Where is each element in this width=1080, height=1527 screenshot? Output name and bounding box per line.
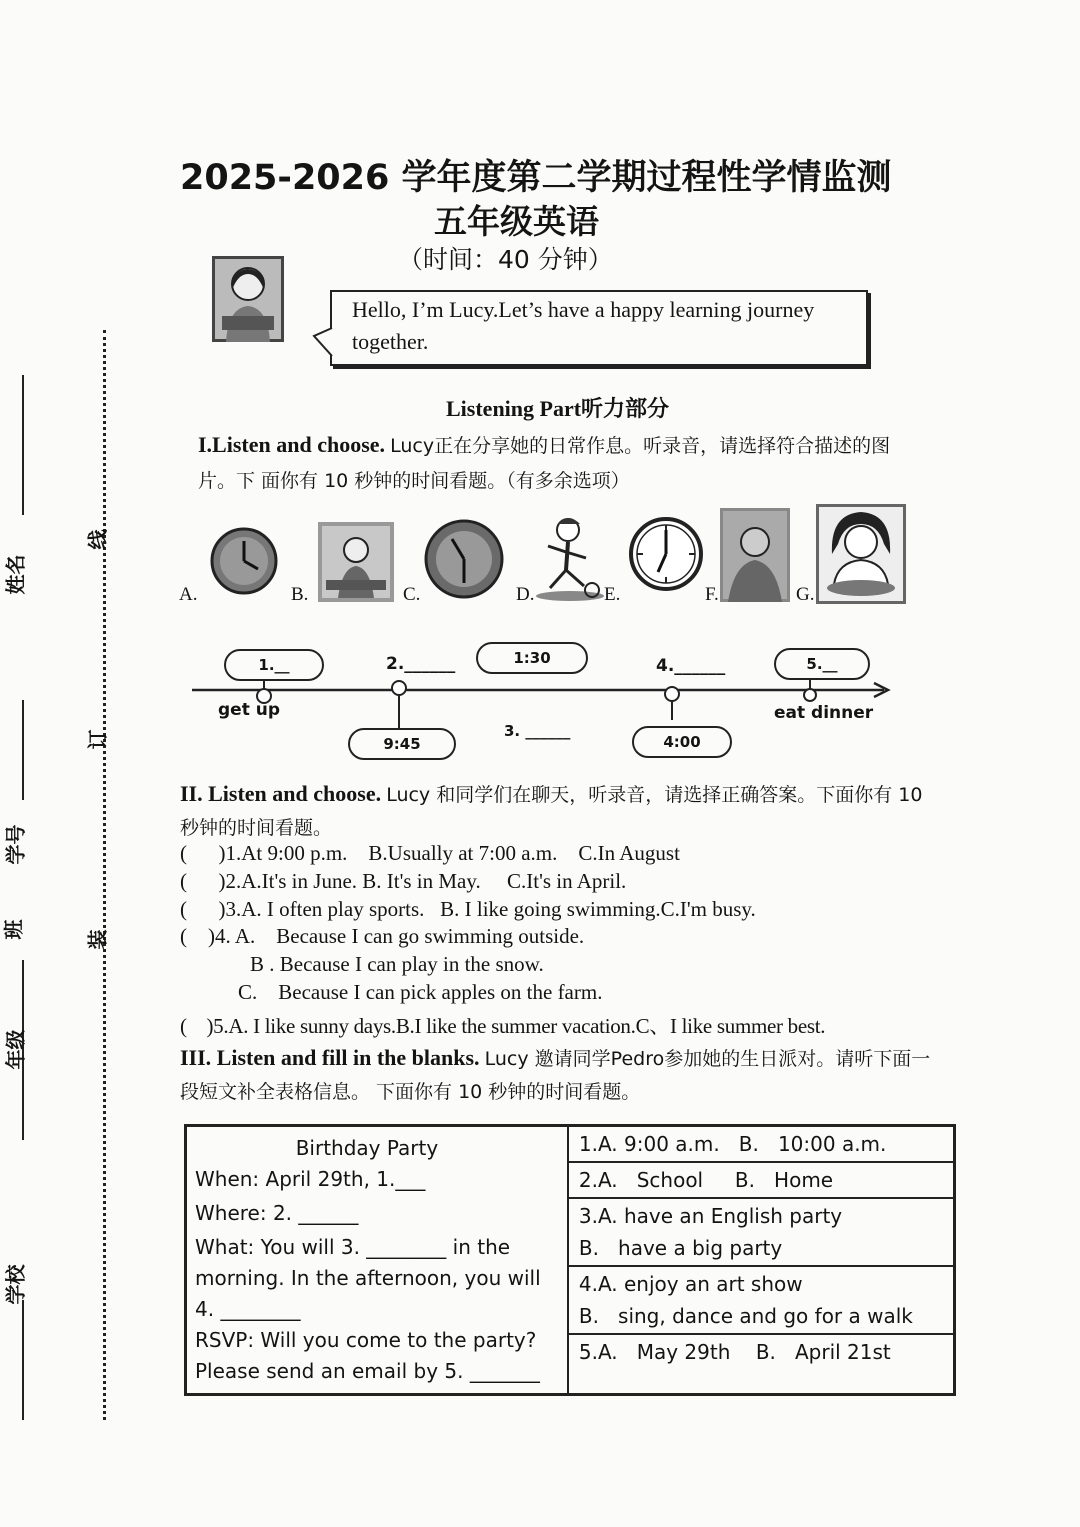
- picture-label-a: A.: [179, 584, 198, 605]
- girl-running-image: [534, 512, 606, 606]
- girl-gardening-image: [318, 522, 394, 606]
- option-5: 5.A. May 29th B. April 21st: [578, 1340, 891, 1364]
- question-5: ( )5.A. I like sunny days.B.I like the summer vacation.C、I like summer best.: [180, 1014, 826, 1038]
- part1-title: I.Listen and choose.: [198, 432, 386, 457]
- binding-dotted-line: [103, 330, 106, 1420]
- timeline-box-1: [224, 649, 324, 681]
- option-4b: B. sing, dance and go for a walk: [578, 1304, 913, 1328]
- margin-label-name: 姓名: [3, 554, 28, 595]
- timeline-item-5: 5.__: [806, 655, 838, 673]
- option-2: 2.A. School B. Home: [569, 1163, 953, 1199]
- timeline-box-400: [632, 726, 732, 758]
- part1-instruction-text: Lucy正在分享她的日常作息。听录音，请选择符合描述的图片。下 面你有 10 秒钟的时间看题。（有多余选项）: [198, 435, 891, 492]
- part2-instruction: [180, 778, 930, 845]
- margin-label-student-number: 学号: [3, 824, 28, 865]
- picture-label-b: B.: [291, 584, 309, 605]
- picture-label-c: C.: [403, 584, 421, 605]
- picture-label-f: F.: [705, 584, 719, 605]
- part2-title: II. Listen and choose.: [180, 781, 382, 806]
- cut-label-line: 线: [85, 529, 110, 550]
- lucy-portrait-image: [212, 256, 284, 342]
- option-3: [569, 1199, 953, 1267]
- timeline-item-1: 1.__: [258, 656, 290, 674]
- timeline-box-5: [774, 648, 870, 680]
- part3-title: III. Listen and fill in the blanks.: [180, 1045, 480, 1070]
- question-4-option-c: C. Because I can pick apples on the farm.: [238, 980, 603, 1004]
- timeline-box-945: [348, 728, 456, 760]
- speech-bubble: [330, 290, 868, 366]
- clock-c-image: [424, 517, 504, 605]
- party-where: Where: 2. ______: [195, 1201, 359, 1225]
- part2-instruction-text: Lucy 和同学们在聊天，听录音，请选择正确答案。下面你有 10 秒钟的时间看题。: [180, 784, 923, 839]
- question-2: ( )2.A.It's in June. B. It's in May. C.It's in April.: [180, 869, 627, 893]
- timeline-time-130: 1:30: [513, 649, 551, 667]
- timeline-box-130: [476, 642, 588, 674]
- timeline-time-945: 9:45: [383, 735, 421, 753]
- exam-subject: 五年级英语: [434, 202, 599, 241]
- timeline-item-2: 2.______: [386, 654, 456, 674]
- margin-blank-line: [22, 375, 24, 515]
- cut-label-bind: 订: [85, 729, 110, 750]
- part3-instruction-text: Lucy 邀请同学Pedro参加她的生日派对。请听下面一段短文补全表格信息。 下面你有 10 秒钟的时间看题。: [180, 1048, 931, 1103]
- listening-heading: Listening Part听力部分: [446, 396, 670, 421]
- picture-label-d: D.: [516, 584, 535, 605]
- timeline-item-4: 4.______: [656, 656, 726, 676]
- clock-a-image: [210, 525, 278, 601]
- birthday-party-table: [184, 1124, 956, 1396]
- question-3: ( )3.A. I often play sports. B. I like going swimming.C.I'm busy.: [180, 897, 756, 921]
- margin-blank-line: [22, 1300, 24, 1420]
- picture-label-g: G.: [796, 584, 815, 605]
- option-3b: B. have a big party: [578, 1236, 783, 1260]
- option-4: [569, 1267, 953, 1335]
- girl-sleeping-image: [720, 508, 790, 606]
- margin-label-class: 班: [1, 919, 26, 940]
- bubble-tail: [312, 326, 334, 364]
- party-info-cell: [186, 1126, 568, 1395]
- part3-instruction: [180, 1042, 940, 1109]
- margin-label-school: 学校: [3, 1264, 28, 1305]
- girl-eating-dinner-image: [816, 504, 906, 608]
- party-options-cell: [568, 1126, 955, 1395]
- exam-time: （时间：40 分钟）: [398, 245, 613, 274]
- question-4: ( )4. A. Because I can go swimming outside.: [180, 924, 585, 948]
- clock-e-image: [628, 512, 704, 600]
- party-rsvp: RSVP: Will you come to the party? Please send an email by 5. _______: [195, 1328, 540, 1383]
- party-heading: Birthday Party: [295, 1136, 439, 1160]
- bubble-text: Hello, I’m Lucy.Let’s have a happy learning journey together.: [352, 297, 815, 354]
- option-4a: 4.A. enjoy an art show: [578, 1272, 803, 1296]
- cut-label-staple: 装: [85, 929, 110, 950]
- option-3a: 3.A. have an English party: [578, 1204, 843, 1228]
- exam-title: 2025-2026 学年度第二学期过程性学情监测: [180, 158, 892, 198]
- timeline-time-400: 4:00: [663, 733, 701, 751]
- timeline-get-up: get up: [218, 700, 281, 720]
- margin-blank-line: [22, 700, 24, 800]
- timeline-eat-dinner: eat dinner: [774, 703, 874, 723]
- margin-label-grade: 年级: [3, 1029, 28, 1070]
- question-1: ( )1.At 9:00 p.m. B.Usually at 7:00 a.m. C.In August: [180, 841, 680, 865]
- picture-label-e: E.: [604, 584, 621, 605]
- party-what: What: You will 3. ________ in the morning. In the afternoon, you will 4. ________: [195, 1235, 541, 1321]
- question-4-option-b: B . Because I can play in the snow.: [250, 952, 544, 976]
- party-when: When: April 29th, 1.___: [195, 1167, 426, 1191]
- timeline-item-3: 3. ______: [504, 722, 571, 740]
- option-1: 1.A. 9:00 a.m. B. 10:00 a.m.: [569, 1127, 953, 1163]
- part1-instruction: [198, 428, 918, 499]
